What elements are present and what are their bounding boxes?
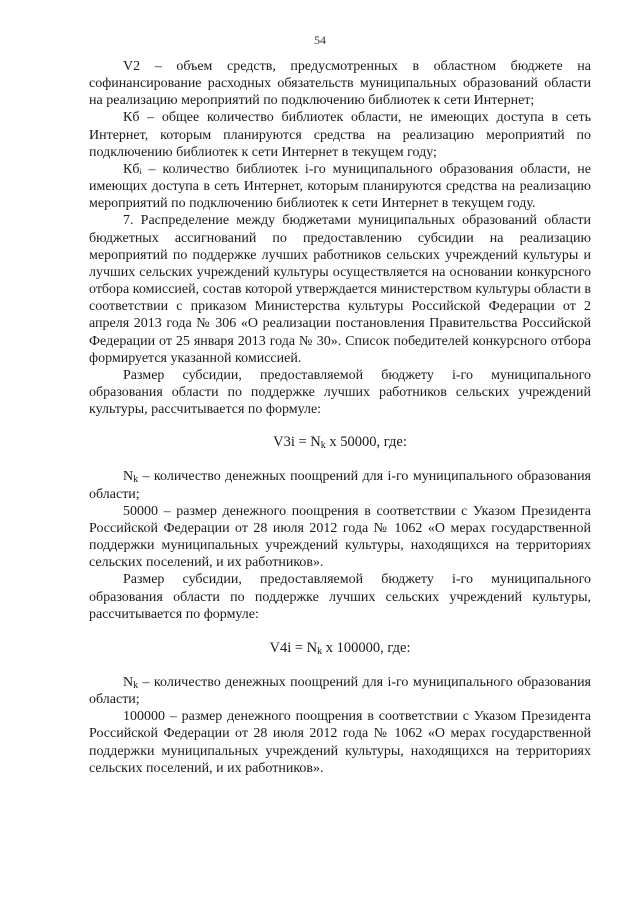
nk-subscript: k bbox=[133, 474, 139, 486]
paragraph-v2-definition: V2 – объем средств, предусмотренных в областном бюджете на софинансирование расходных обязательств муниципальных образований области на реализацию мероприятий по подключению библиотек к сети Интернет; bbox=[89, 59, 591, 109]
nk-symbol: N bbox=[123, 469, 134, 485]
nk-subscript: k bbox=[133, 680, 139, 691]
formula-v4i-subscript: k bbox=[317, 645, 323, 657]
nk-text: – количество денежных поощрений для i-го муниципального образования области; bbox=[89, 675, 591, 708]
document-body bbox=[89, 58, 591, 777]
formula-v3i-subscript: k bbox=[320, 440, 326, 452]
paragraph-50000-definition: 50000 – размер денежного поощрения в соответствии с Указом Президента Российской Федерации от 28 июля 2012 года № 1062 «О мерах государственной поддержки муниципальных учреждений культуры, находящихся на территориях сельских поселений, и их работников». bbox=[89, 503, 591, 571]
nk-symbol: N bbox=[123, 675, 134, 690]
nk-text: – количество денежных поощрений для i-го муниципального образования области; bbox=[89, 469, 591, 502]
paragraph-kbi-definition: Кбᵢ – количество библиотек i-го муниципального образования области, не имеющих доступа в сеть Интернет, которым планируются средства на реализацию мероприятий по подключению библиотек к сети Интернет в текущем году. bbox=[89, 161, 591, 212]
formula-v4i-rhs: x 100000, где: bbox=[322, 639, 411, 656]
page-number: 54 bbox=[314, 33, 326, 47]
paragraph-subsidy-workers: Размер субсидии, предоставляемой бюджету i-го муниципального образования области по поддержке лучших работников сельских учреждений культуры, рассчитывается по формуле: bbox=[89, 367, 591, 418]
paragraph-nk-definition-2 bbox=[89, 674, 591, 708]
formula-v4i bbox=[89, 623, 591, 674]
paragraph-100000-definition: 100000 – размер денежного поощрения в соответствии с Указом Президента Российской Федерации от 28 июля 2012 года № 1062 «О мерах государственной поддержки муниципальных учреждений культуры, находящихся на территориях сельских поселений, и их работников». bbox=[89, 709, 591, 776]
paragraph-section-7: 7. Распределение между бюджетами муниципальных образований области бюджетных ассигнований по предоставлению субсидии на реализацию мероприятий по поддержке лучших работников сельских учреждений культуры и лучших сельских учреждений культуры осуществляется на основании конкурсного отбора комиссией, состав которой утверждается министерством культуры области в соответствии с приказом Министерства культуры Российской Федерации от 2 апреля 2013 года № 306 «О реализации постановления Правительства Российской Федерации от 25 января 2013 года № 30». Список победителей конкурсного отбора формируется указанной комиссией. bbox=[89, 213, 591, 366]
paragraph-kb-definition: Кб – общее количество библиотек области, не имеющих доступа в сеть Интернет, которым планируются средства на реализацию мероприятий по подключению библиотек к сети Интернет в текущем году; bbox=[89, 110, 591, 160]
formula-v4i-lhs: V4i = N bbox=[269, 639, 318, 656]
paragraph-subsidy-institutions: Размер субсидии, предоставляемой бюджету i-го муниципального образования области по поддержке лучших сельских учреждений культуры, рассчитывается по формуле: bbox=[89, 572, 591, 622]
formula-v3i bbox=[89, 418, 591, 468]
paragraph-nk-definition-1 bbox=[89, 468, 591, 502]
formula-v3i-rhs: x 50000, где: bbox=[325, 434, 407, 451]
formula-v3i-lhs: V3i = N bbox=[273, 434, 321, 451]
